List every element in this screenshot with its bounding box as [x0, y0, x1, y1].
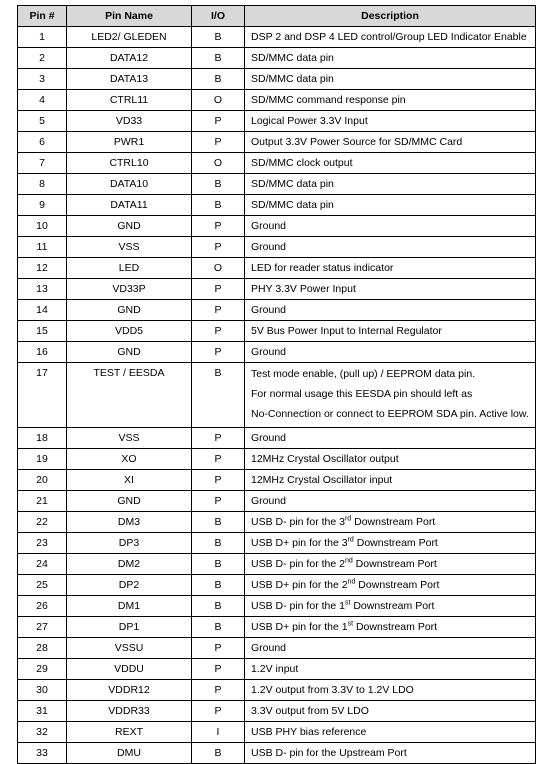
pin-description-cell	[245, 533, 536, 554]
table-row	[18, 27, 536, 48]
description-line: 12MHz Crystal Oscillator input	[251, 473, 393, 486]
pin-number-cell: 16	[18, 342, 67, 363]
table-row	[18, 300, 536, 321]
pin-io-cell: P	[192, 680, 245, 701]
pin-description-cell	[245, 69, 536, 90]
description-text-after: Downstream Port	[352, 557, 437, 570]
pin-number-cell: 7	[18, 153, 67, 174]
table-row	[18, 554, 536, 575]
pin-number-cell: 20	[18, 470, 67, 491]
pin-name-cell: VSS	[67, 237, 192, 258]
table-row	[18, 258, 536, 279]
pin-name-cell: VDDU	[67, 659, 192, 680]
table-row	[18, 279, 536, 300]
pin-number-cell: 1	[18, 27, 67, 48]
pin-io-cell: P	[192, 428, 245, 449]
description-line: 3.3V output from 5V LDO	[251, 704, 369, 717]
pin-name-cell: DP1	[67, 617, 192, 638]
pin-name-cell: DATA10	[67, 174, 192, 195]
table-row	[18, 363, 536, 428]
pin-name-cell: DP3	[67, 533, 192, 554]
pin-description-cell	[245, 195, 536, 216]
pin-number-cell: 4	[18, 90, 67, 111]
pin-number-cell: 12	[18, 258, 67, 279]
header-description: Description	[245, 6, 536, 27]
pin-io-cell: P	[192, 342, 245, 363]
pin-description-cell	[245, 743, 536, 764]
table-row	[18, 575, 536, 596]
table-row	[18, 342, 536, 363]
pin-description-cell	[245, 111, 536, 132]
pin-description-cell	[245, 48, 536, 69]
description-line: USB D- pin for the Upstream Port	[251, 746, 407, 759]
table-row	[18, 533, 536, 554]
pin-name-cell: VSSU	[67, 638, 192, 659]
description-line: Ground	[251, 240, 287, 253]
pin-description-cell	[245, 428, 536, 449]
pin-description-cell	[245, 153, 536, 174]
pin-io-cell: B	[192, 533, 245, 554]
table-body	[18, 27, 536, 764]
header-pin-name: Pin Name	[67, 6, 192, 27]
description-line: Output 3.3V Power Source for SD/MMC Card	[251, 135, 463, 148]
table-row	[18, 491, 536, 512]
ordinal-suffix: st	[344, 599, 351, 606]
pin-number-cell: 32	[18, 722, 67, 743]
table-row	[18, 470, 536, 491]
table-row	[18, 659, 536, 680]
pin-number-cell: 13	[18, 279, 67, 300]
description-line: Ground	[251, 303, 287, 316]
pin-io-cell: P	[192, 470, 245, 491]
table-row	[18, 428, 536, 449]
table-row	[18, 512, 536, 533]
pin-io-cell: P	[192, 237, 245, 258]
header-pin: Pin #	[18, 6, 67, 27]
table-row	[18, 449, 536, 470]
pin-number-cell: 18	[18, 428, 67, 449]
description-line: 12MHz Crystal Oscillator output	[251, 452, 399, 465]
pin-number-cell: 17	[18, 363, 67, 428]
pin-description-cell	[245, 363, 536, 428]
pin-description-cell	[245, 617, 536, 638]
pin-io-cell: B	[192, 195, 245, 216]
description-line: SD/MMC data pin	[251, 51, 334, 64]
pin-name-cell: VD33P	[67, 279, 192, 300]
pin-number-cell: 27	[18, 617, 67, 638]
pin-number-cell: 10	[18, 216, 67, 237]
description-text-after: Downstream Port	[353, 536, 438, 549]
pin-io-cell: B	[192, 363, 245, 428]
pin-description-cell	[245, 680, 536, 701]
pin-description-cell	[245, 237, 536, 258]
table-row	[18, 237, 536, 258]
ordinal-suffix: nd	[347, 578, 356, 585]
pin-io-cell: O	[192, 90, 245, 111]
pin-description-cell	[245, 27, 536, 48]
table-row	[18, 701, 536, 722]
pin-name-cell: DM3	[67, 512, 192, 533]
pin-name-cell: REXT	[67, 722, 192, 743]
pin-number-cell: 5	[18, 111, 67, 132]
pin-io-cell: O	[192, 153, 245, 174]
pin-io-cell: P	[192, 132, 245, 153]
pin-description-cell	[245, 90, 536, 111]
pin-name-cell: VSS	[67, 428, 192, 449]
description-line: Ground	[251, 219, 287, 232]
table-row	[18, 111, 536, 132]
description-line: Ground	[251, 494, 287, 507]
pin-number-cell: 28	[18, 638, 67, 659]
description-line: SD/MMC data pin	[251, 198, 334, 211]
pin-description-cell	[245, 449, 536, 470]
pin-description-cell	[245, 342, 536, 363]
description-line: Ground	[251, 345, 287, 358]
description-line: Test mode enable, (pull up) / EEPROM data pin.	[251, 368, 476, 380]
pin-name-cell: VDDR33	[67, 701, 192, 722]
table-row	[18, 174, 536, 195]
description-text: USB D- pin for the 3	[251, 515, 345, 528]
pin-io-cell: P	[192, 491, 245, 512]
pin-description-cell	[245, 279, 536, 300]
description-text: USB D+ pin for the 2	[251, 578, 348, 591]
description-line: SD/MMC clock output	[251, 156, 353, 169]
description-line: Logical Power 3.3V Input	[251, 114, 368, 127]
description-line: 1.2V output from 3.3V to 1.2V LDO	[251, 683, 414, 696]
pin-name-cell: DATA12	[67, 48, 192, 69]
pin-number-cell: 15	[18, 321, 67, 342]
pin-io-cell: P	[192, 111, 245, 132]
pin-number-cell: 6	[18, 132, 67, 153]
pin-io-cell: P	[192, 701, 245, 722]
pin-name-cell: PWR1	[67, 132, 192, 153]
pin-name-cell: DM2	[67, 554, 192, 575]
pin-description-cell	[245, 722, 536, 743]
pin-io-cell: B	[192, 174, 245, 195]
pin-name-cell: GND	[67, 491, 192, 512]
pin-number-cell: 30	[18, 680, 67, 701]
pin-name-cell: CTRL11	[67, 90, 192, 111]
pin-number-cell: 22	[18, 512, 67, 533]
pin-name-cell: CTRL10	[67, 153, 192, 174]
pin-name-cell: LED	[67, 258, 192, 279]
pin-number-cell: 8	[18, 174, 67, 195]
description-line: Ground	[251, 641, 287, 654]
ordinal-suffix: nd	[344, 557, 353, 564]
pin-description-cell	[245, 554, 536, 575]
table-row	[18, 638, 536, 659]
pin-io-cell: P	[192, 659, 245, 680]
pin-io-cell: B	[192, 48, 245, 69]
description-line: SD/MMC data pin	[251, 177, 334, 190]
pin-number-cell: 14	[18, 300, 67, 321]
pin-io-cell: B	[192, 575, 245, 596]
pin-name-cell: DATA11	[67, 195, 192, 216]
table-row	[18, 69, 536, 90]
pin-name-cell: GND	[67, 216, 192, 237]
description-text-after: Downstream Port	[353, 620, 438, 633]
pin-number-cell: 2	[18, 48, 67, 69]
description-text: USB D+ pin for the 1	[251, 620, 348, 633]
ordinal-suffix: st	[347, 620, 354, 627]
pin-description-cell	[245, 216, 536, 237]
ordinal-suffix: rd	[347, 536, 354, 543]
pin-table-container	[17, 5, 536, 764]
pin-number-cell: 11	[18, 237, 67, 258]
pin-number-cell: 29	[18, 659, 67, 680]
description-text: USB D- pin for the 2	[251, 557, 345, 570]
description-line: USB PHY bias reference	[251, 725, 367, 738]
pin-description-cell	[245, 491, 536, 512]
table-row	[18, 596, 536, 617]
pin-io-cell: P	[192, 321, 245, 342]
pin-number-cell: 3	[18, 69, 67, 90]
table-row	[18, 722, 536, 743]
pin-name-cell: LED2/ GLEDEN	[67, 27, 192, 48]
pin-description-cell	[245, 638, 536, 659]
table-row	[18, 90, 536, 111]
description-line: 5V Bus Power Input to Internal Regulator	[251, 324, 442, 337]
pin-description-cell	[245, 659, 536, 680]
pin-name-cell: VD33	[67, 111, 192, 132]
table-row	[18, 132, 536, 153]
pin-number-cell: 33	[18, 743, 67, 764]
pin-number-cell: 26	[18, 596, 67, 617]
description-text-after: Downstream Port	[351, 515, 436, 528]
pin-io-cell: B	[192, 69, 245, 90]
description-text: USB D- pin for the 1	[251, 599, 345, 612]
pin-io-cell: P	[192, 279, 245, 300]
pin-name-cell: VDDR12	[67, 680, 192, 701]
pin-description-cell	[245, 321, 536, 342]
pin-name-cell: DATA13	[67, 69, 192, 90]
pin-name-cell: VDD5	[67, 321, 192, 342]
pin-number-cell: 9	[18, 195, 67, 216]
pin-io-cell: I	[192, 722, 245, 743]
pin-io-cell: B	[192, 554, 245, 575]
table-row	[18, 153, 536, 174]
pin-name-cell: TEST / EESDA	[67, 363, 192, 428]
pin-io-cell: P	[192, 638, 245, 659]
description-line: SD/MMC data pin	[251, 72, 334, 85]
pin-description-table	[17, 5, 536, 764]
pin-description-cell	[245, 258, 536, 279]
pin-io-cell: P	[192, 449, 245, 470]
description-text-after: Downstream Port	[350, 599, 435, 612]
pin-description-cell	[245, 174, 536, 195]
description-line: DSP 2 and DSP 4 LED control/Group LED Indicator Enable	[251, 30, 527, 43]
pin-io-cell: O	[192, 258, 245, 279]
table-row	[18, 617, 536, 638]
description-text: USB D+ pin for the 3	[251, 536, 348, 549]
pin-io-cell: B	[192, 512, 245, 533]
pin-name-cell: DP2	[67, 575, 192, 596]
table-row	[18, 743, 536, 764]
description-line: LED for reader status indicator	[251, 261, 394, 274]
description-line: PHY 3.3V Power Input	[251, 282, 356, 295]
pin-description-cell	[245, 470, 536, 491]
pin-number-cell: 25	[18, 575, 67, 596]
table-row	[18, 680, 536, 701]
table-header	[18, 6, 536, 27]
description-line: Ground	[251, 431, 287, 444]
pin-name-cell: DMU	[67, 743, 192, 764]
table-row	[18, 321, 536, 342]
header-io: I/O	[192, 6, 245, 27]
pin-name-cell: DM1	[67, 596, 192, 617]
pin-name-cell: XO	[67, 449, 192, 470]
table-row	[18, 48, 536, 69]
pin-description-cell	[245, 701, 536, 722]
pin-io-cell: P	[192, 216, 245, 237]
table-row	[18, 195, 536, 216]
pin-description-cell	[245, 596, 536, 617]
pin-number-cell: 23	[18, 533, 67, 554]
pin-io-cell: B	[192, 27, 245, 48]
pin-number-cell: 31	[18, 701, 67, 722]
pin-io-cell: B	[192, 743, 245, 764]
pin-io-cell: P	[192, 300, 245, 321]
header-row	[18, 6, 536, 27]
pin-name-cell: GND	[67, 300, 192, 321]
pin-number-cell: 21	[18, 491, 67, 512]
pin-description-cell	[245, 300, 536, 321]
pin-io-cell: B	[192, 617, 245, 638]
pin-description-cell	[245, 575, 536, 596]
description-line: SD/MMC command response pin	[251, 93, 406, 106]
table-row	[18, 216, 536, 237]
pin-number-cell: 19	[18, 449, 67, 470]
description-line: 1.2V input	[251, 662, 299, 675]
pin-name-cell: GND	[67, 342, 192, 363]
description-line: No-Connection or connect to EEPROM SDA pin. Active low.	[251, 408, 529, 420]
description-line: For normal usage this EESDA pin should left as	[251, 388, 473, 400]
pin-description-cell	[245, 512, 536, 533]
description-text-after: Downstream Port	[355, 578, 440, 591]
pin-name-cell: XI	[67, 470, 192, 491]
pin-description-cell	[245, 132, 536, 153]
pin-io-cell: B	[192, 596, 245, 617]
ordinal-suffix: rd	[344, 515, 352, 522]
pin-number-cell: 24	[18, 554, 67, 575]
